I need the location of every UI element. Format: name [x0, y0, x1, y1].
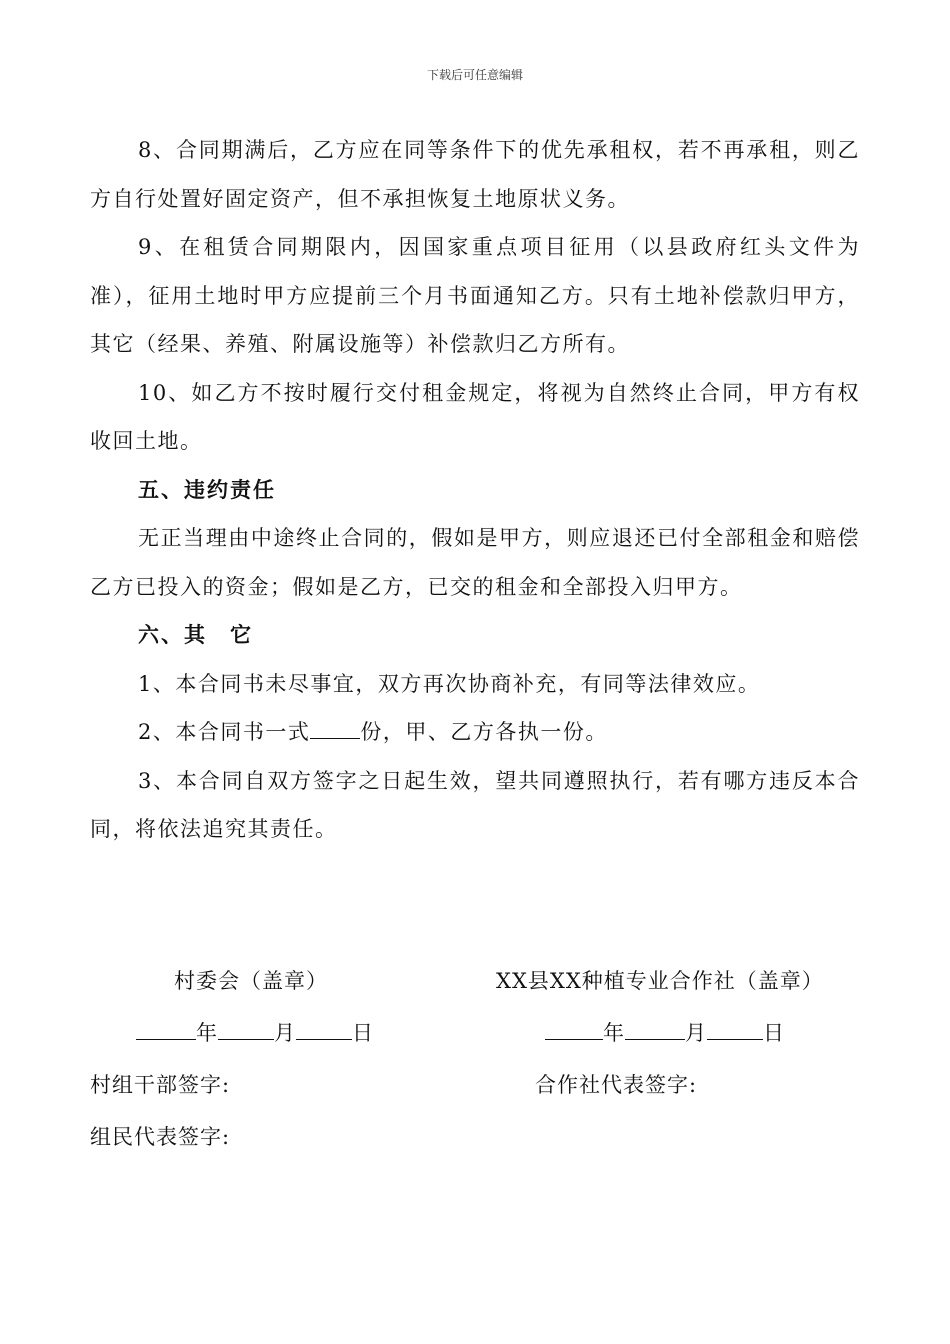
day-label: 日: [763, 1021, 785, 1045]
party-a-month-blank[interactable]: [218, 1017, 274, 1040]
year-label: 年: [196, 1021, 218, 1045]
copies-blank[interactable]: [310, 718, 360, 739]
party-a-day-blank[interactable]: [296, 1017, 352, 1040]
party-b-month-blank[interactable]: [625, 1017, 685, 1040]
year-label: 年: [603, 1021, 625, 1045]
day-label: 日: [352, 1021, 374, 1045]
party-b-year-blank[interactable]: [545, 1017, 603, 1040]
party-a-date: [136, 1017, 374, 1047]
party-b-seal: XX县XX种植专业合作社（盖章）: [496, 969, 824, 993]
section-6-item-2: [90, 708, 860, 757]
village-cadre-signature: 村组干部签字:: [90, 1073, 231, 1097]
section-5-text: 无正当理由中途终止合同的，假如是甲方，则应退还已付全部租金和赔偿乙方已投入的资金；假如是乙方，已交的租金和全部投入归甲方。: [90, 526, 860, 599]
clause-10: 10、如乙方不按时履行交付租金规定，将视为自然终止合同，甲方有权收回土地。: [90, 380, 860, 453]
section-6-heading: 六、其 它: [138, 622, 253, 647]
party-a-seal: 村委会（盖章）: [174, 969, 328, 993]
month-label: 月: [274, 1021, 296, 1045]
section-5-heading: 五、违约责任: [138, 476, 276, 502]
clause-8: 8、合同期满后，乙方应在同等条件下的优先承租权，若不再承租，则乙方自行处置好固定资产，但不承担恢复土地原状义务。: [90, 138, 860, 211]
item-2-prefix: 2、本合同书一式: [138, 720, 311, 744]
contract-body: [90, 126, 860, 854]
villager-rep-signature: 组民代表签字:: [90, 1125, 231, 1149]
party-a-year-blank[interactable]: [136, 1017, 196, 1040]
header-note: 下载后可任意编辑: [426, 68, 523, 82]
section-6-item-3: 3、本合同自双方签字之日起生效，望共同遵照执行，若有哪方违反本合同，将依法追究其责任。: [90, 768, 860, 841]
item-2-suffix: 份，甲、乙方各执一份。: [360, 720, 608, 744]
party-b-date: [545, 1017, 785, 1047]
clause-9: 9、在租赁合同期限内，因国家重点项目征用（以县政府红头文件为准），征用土地时甲方应提前三个月书面通知乙方。只有土地补偿款归甲方，其它（经果、养殖、附属设施等）补偿款归乙方所有。: [90, 235, 860, 356]
signature-block: [90, 965, 870, 1165]
coop-rep-signature: 合作社代表签字:: [535, 1073, 698, 1097]
party-b-day-blank[interactable]: [707, 1017, 763, 1040]
section-6-item-1: 1、本合同书未尽事宜，双方再次协商补充，有同等法律效应。: [138, 671, 761, 696]
month-label: 月: [685, 1021, 707, 1045]
date-row: [90, 1017, 870, 1057]
